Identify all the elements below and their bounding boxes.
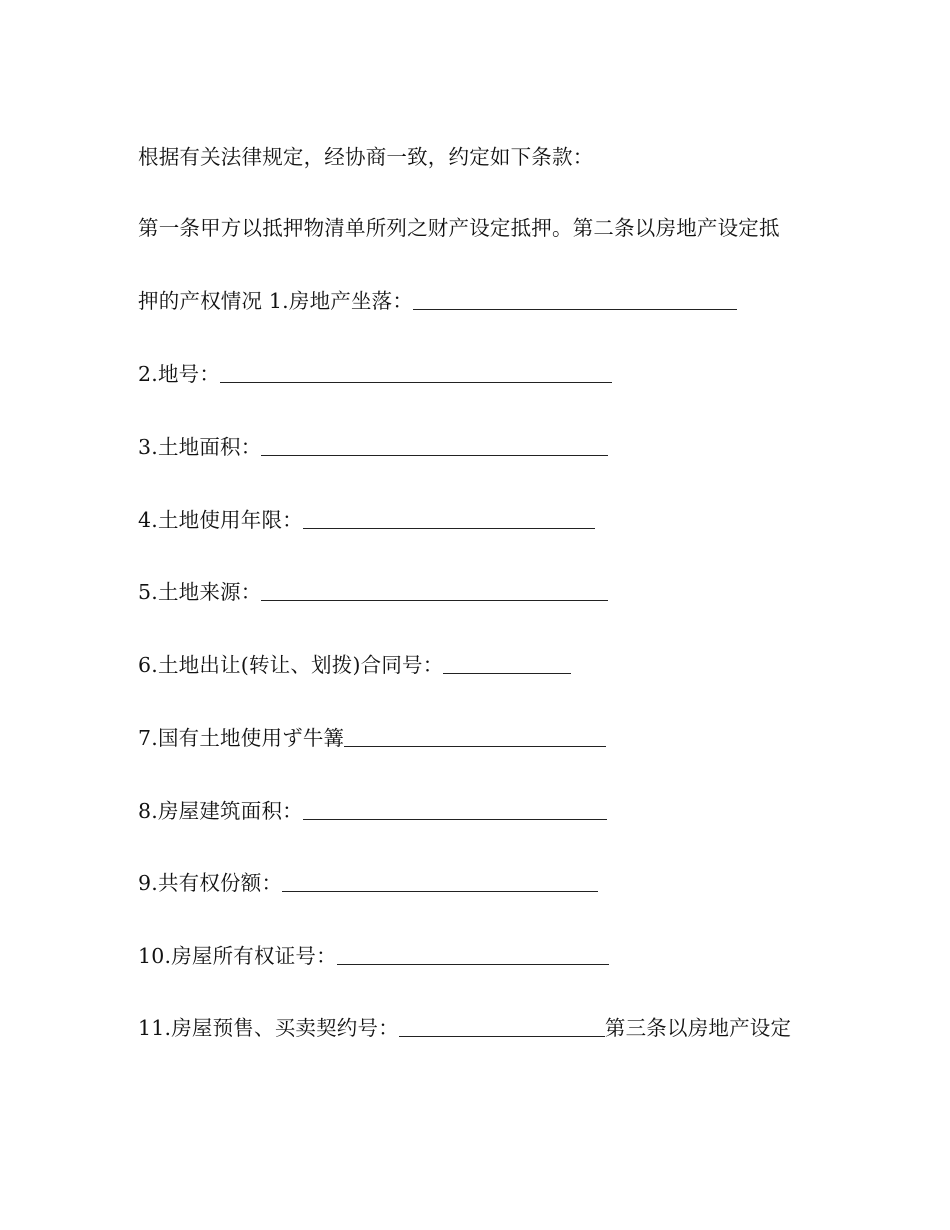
land-use-term-label: 4.土地使用年限： <box>138 508 303 532</box>
clause-1-text: 第一条甲方以抵押物清单所列之财产设定抵押。第二条以房地产设定抵 <box>138 216 780 240</box>
land-contract-field[interactable] <box>443 653 571 674</box>
ownership-cert-label: 10.房屋所有权证号： <box>138 944 337 968</box>
intro-paragraph <box>138 143 593 171</box>
clause-3-text: 第三条以房地产设定 <box>604 1016 792 1040</box>
clause-1-line-2 <box>138 287 737 315</box>
land-source-field[interactable] <box>261 580 608 601</box>
land-area-field[interactable] <box>261 435 608 456</box>
property-location-label: 押的产权情况 1.房地产坐落： <box>138 289 414 313</box>
item-state-land-use <box>138 724 606 752</box>
item-land-use-term <box>138 506 595 534</box>
land-source-label: 5.土地来源： <box>138 580 262 604</box>
item-land-number <box>138 360 612 388</box>
item-presale-contract <box>138 1014 791 1042</box>
clause-1-line-1 <box>138 214 780 242</box>
building-area-label: 8.房屋建筑面积： <box>138 799 303 823</box>
land-number-field[interactable] <box>220 362 612 383</box>
item-building-area <box>138 797 607 825</box>
land-use-term-field[interactable] <box>303 508 595 529</box>
property-location-field[interactable] <box>413 289 737 310</box>
item-ownership-cert <box>138 942 609 970</box>
item-land-contract <box>138 651 571 679</box>
land-area-label: 3.土地面积： <box>138 435 262 459</box>
ownership-cert-field[interactable] <box>337 944 609 965</box>
co-ownership-label: 9.共有权份额： <box>138 871 283 895</box>
presale-contract-label: 11.房屋预售、买卖契约号： <box>138 1016 399 1040</box>
item-land-area <box>138 433 608 461</box>
item-land-source <box>138 578 608 606</box>
presale-contract-field[interactable] <box>399 1016 605 1037</box>
building-area-field[interactable] <box>303 799 607 820</box>
state-land-use-label: 7.国有土地使用ず牛篝 <box>138 726 345 750</box>
state-land-use-field[interactable] <box>344 726 606 747</box>
co-ownership-field[interactable] <box>282 871 598 892</box>
land-contract-label: 6.土地出让(转让、划拨)合同号： <box>138 653 444 677</box>
item-co-ownership <box>138 869 598 897</box>
intro-text: 根据有关法律规定，经协商一致，约定如下条款： <box>138 145 594 169</box>
land-number-label: 2.地号： <box>138 362 221 386</box>
